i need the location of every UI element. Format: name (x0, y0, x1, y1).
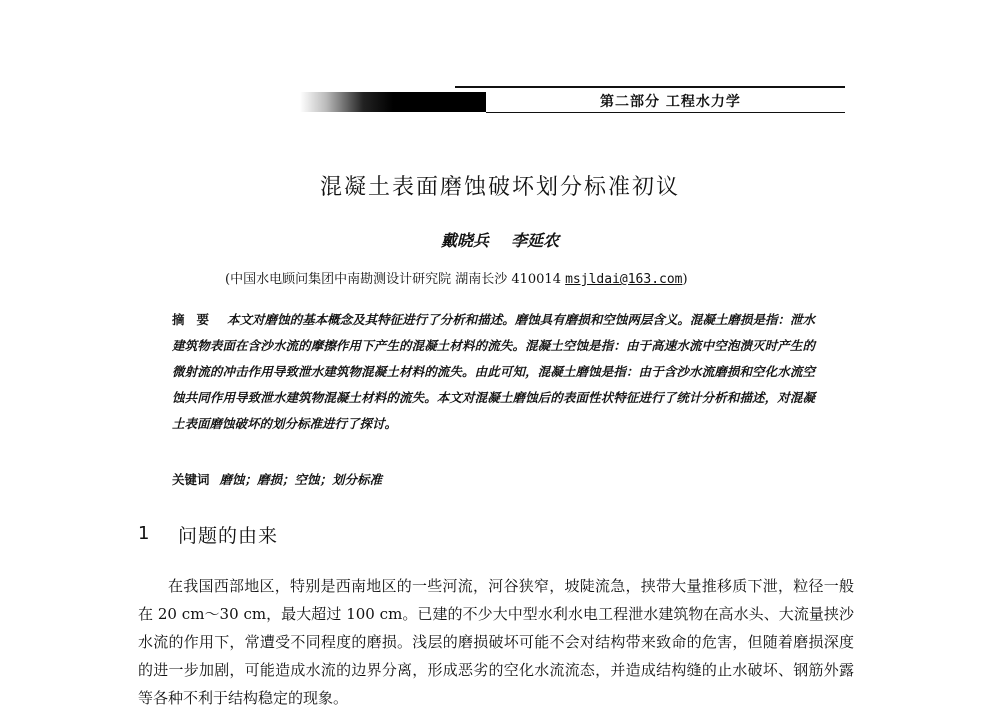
body-paragraph: 在我国西部地区，特别是西南地区的一些河流，河谷狭窄，坡陡流急，挟带大量推移质下泄，粒径一般在 20 cm～30 cm，最大超过 100 cm。已建的不少大中型水利水电工程泄水建筑物在高水头、大流量挟沙水流的作用下，常遭受不同程度的磨损。浅层的磨损破坏可能不会对结构带来致命的危害，但随着磨损深度的进一步加剧，可能造成水流的边界分离，形成恶劣的空化水流流态，并造成结构缝的止水破坏、钢筋外露等各种不利于结构稳定的现象。 (138, 577, 854, 707)
keywords-text: 磨蚀；磨损；空蚀；划分标准 (219, 472, 383, 487)
header-scan-mark (300, 92, 486, 112)
author-email: msjldai@163.com (565, 272, 683, 287)
affiliation (225, 268, 688, 287)
keywords (172, 470, 382, 488)
authors: 戴晓兵 李延农 (440, 231, 560, 250)
abstract (172, 307, 815, 437)
abstract-label: 摘要 (172, 312, 222, 327)
header-rule-bottom (486, 112, 845, 113)
header-rule-top (455, 86, 845, 88)
affiliation-close: ) (682, 272, 688, 287)
abstract-text: 本文对磨蚀的基本概念及其特征进行了分析和描述。磨蚀具有磨损和空蚀两层含义。混凝土磨损是指：泄水建筑物表面在含沙水流的摩擦作用下产生的混凝土材料的流失。混凝土空蚀是指：由于高速水流中空泡溃灭时产生的微射流的冲击作用导致泄水建筑物混凝土材料的流失。由此可知，混凝土磨蚀是指：由于含沙水流磨损和空化水流空蚀共同作用导致泄水建筑物混凝土材料的流失。本文对混凝土磨蚀后的表面性状特征进行了统计分析和描述，对混凝土表面磨蚀破坏的划分标准进行了探讨。 (172, 312, 815, 431)
section-title: 问题的由来 (178, 525, 279, 547)
keywords-label: 关键词 (172, 472, 210, 487)
paper-title: 混凝土表面磨蚀破坏划分标准初议 (319, 175, 680, 200)
affiliation-org: (中国水电顾问集团中南勘测设计研究院 湖南长沙 410014 (225, 272, 566, 287)
section-number: 1 (138, 523, 150, 544)
running-header: 第二部分 工程水力学 (600, 94, 741, 110)
